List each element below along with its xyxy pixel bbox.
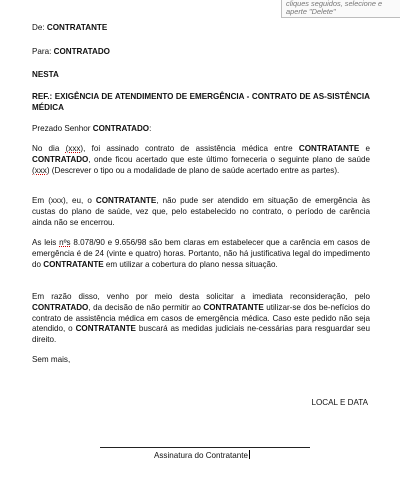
local-and-date: LOCAL E DATA	[311, 398, 368, 407]
reference-title: REF.: EXIGÊNCIA DE ATENDIMENTO DE EMERGÊNCIA - CONTRATO DE AS-SISTÊNCIA MÉDICA	[32, 92, 370, 112]
signature-label	[32, 450, 372, 462]
p4-contratante-2: CONTRATANTE	[75, 324, 136, 334]
p3-text-c: 8.078/90 e 9.656/98 são bem claras em estabelecer que a carência em casos de emergência é de 24 (vinte e quatro) horas. Portanto, não há justificativa legal do impedimento do	[32, 238, 370, 269]
paragraph-2	[32, 196, 370, 228]
p4-contratado: CONTRATADO	[32, 302, 89, 312]
p1-contratado: CONTRATADO	[32, 154, 89, 164]
p4-text-a: Em razão disso, venho por meio desta solicitar a imediata reconsideração, pelo	[32, 292, 370, 301]
p3-text-a: As leis	[32, 238, 60, 247]
signature-text: Assinatura do Contratante	[153, 451, 249, 460]
p4-text-e: utilizar-se dos be-nefícios do contrato de assistência médica em casos de emergência médica. Caso este pedido não seja atendido, o	[32, 302, 370, 334]
greeting	[32, 124, 151, 135]
p4-text-c: , da decisão de não permitir ao	[88, 302, 204, 312]
p2-text-a: Em (xxx), eu, o	[32, 196, 96, 205]
paragraph-1	[32, 144, 370, 176]
to-line	[32, 47, 110, 58]
p4-text-g: buscará as medidas judiciais ne-cessárias para resguardar seu direito.	[32, 324, 370, 345]
p4-contratante-1: CONTRATANTE	[203, 302, 264, 312]
tooltip-hint: cliques seguidos, selecione e aperte "Delete"	[281, 0, 400, 18]
place-line: NESTA	[32, 70, 59, 79]
p3-contratante: CONTRATANTE	[43, 259, 104, 269]
p1-text-c: , foi assinado contrato de assistência médica entre	[83, 144, 299, 153]
greeting-name: CONTRATADO	[92, 124, 150, 133]
from-label: De:	[32, 23, 45, 32]
text-cursor	[249, 450, 250, 459]
p1-contratante: CONTRATANTE	[298, 144, 360, 153]
to-value: CONTRATADO	[53, 47, 110, 56]
to-label: Para:	[32, 47, 52, 56]
p1-placeholder-plan: (xxx)	[32, 165, 50, 175]
p3-numbers-abbrev: nºs	[59, 238, 71, 247]
from-value: CONTRATANTE	[46, 23, 108, 32]
p1-text-a: No dia	[32, 144, 66, 153]
paragraph-4	[32, 292, 370, 346]
from-line	[32, 23, 107, 34]
signature-line	[100, 447, 310, 448]
greeting-suffix: :	[149, 124, 152, 133]
p1-text-i: (Descrever o tipo ou a modalidade de plano de saúde acertado entre as partes).	[49, 165, 340, 175]
p2-contratante: CONTRATANTE	[95, 196, 157, 205]
paragraph-3	[32, 238, 370, 270]
greeting-prefix: Prezado Senhor	[32, 124, 93, 133]
p2-text-c: , não pude ser atendido em situação de emergência às custas do plano de saúde, vez que, pelo estabelecido no contrato, o período de carência ainda não se encerrou.	[32, 196, 371, 227]
p3-text-e: em utilizar a cobertura do plano nessa situação.	[103, 259, 278, 269]
p1-text-e: e	[359, 144, 370, 153]
closing: Sem mais,	[32, 355, 71, 364]
p1-text-g: , onde ficou acertado que este último forneceria o seguinte plano de saúde	[88, 154, 370, 164]
p1-placeholder-date: (xxx)	[65, 144, 84, 153]
